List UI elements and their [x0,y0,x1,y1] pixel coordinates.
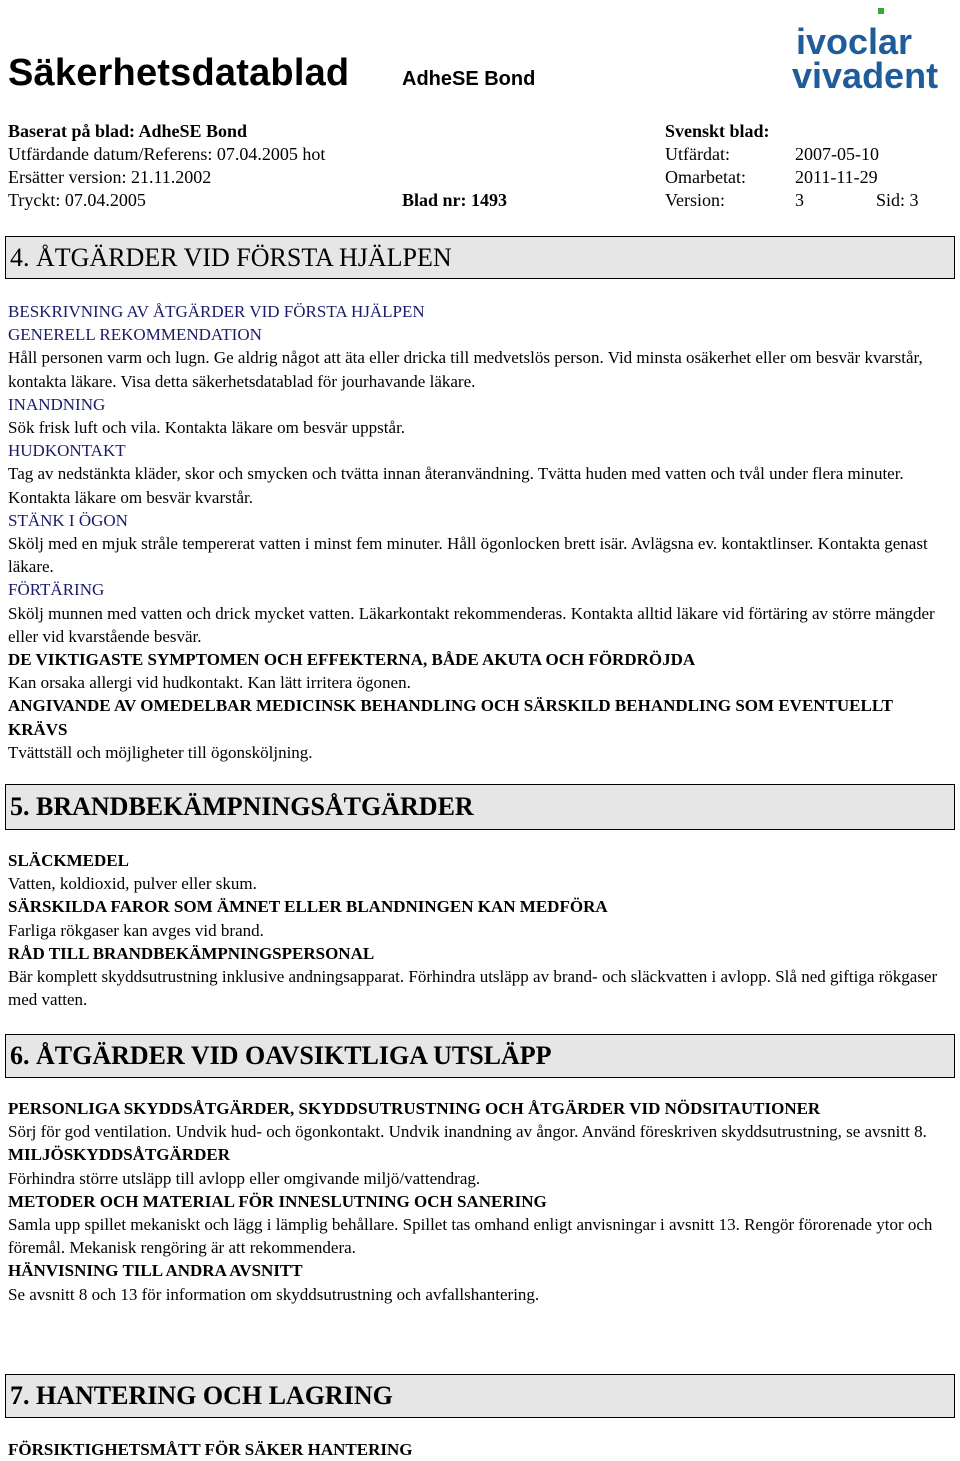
issued-reference: Utfärdande datum/Referens: 07.04.2005 hot [8,144,326,164]
company-logo [792,6,954,96]
section-6-body [8,1097,952,1306]
section-4-text-general: Håll personen varm och lugn. Ge aldrig något att äta eller dricka till medvetslös person. Vid minsta osäkerhet eller om besvär kvarstår, kontakta läkare. Visa detta säkerhetsdatablad för jourhavande läkare. [8,348,923,391]
section-5-body [8,849,952,1011]
section-6-text-containment: Samla upp spillet mekaniskt och lägg i lämplig behållare. Spillet tas omhand enligt anvisningar i avsnitt 13. Rengör förorenade ytor och föremål. Mekanisk rengöring är att rekommendera. [8,1215,933,1258]
sheet-number: Blad nr: 1493 [402,190,508,210]
logo-dot [878,8,884,14]
version-label: Version: [665,190,725,210]
section-6-subheading-personal: PERSONLIGA SKYDDSÅTGÄRDER, SKYDDSUTRUSTNING OCH ÅTGÄRDER VID NÖDSITAUTIONER [8,1099,821,1118]
section-4-text-treatment: Tvättställ och möjligheter till ögonsköljning. [8,742,313,762]
section-4-subheading-ingestion: FÖRTÄRING [8,580,105,600]
section-6-subheading-environment: MILJÖSKYDDSÅTGÄRDER [8,1145,230,1165]
section-6-text-environment: Förhindra större utsläpp till avlopp eller omgivande miljö/vattendrag. [8,1168,481,1188]
section-4-text-skin: Tag av nedstänkta kläder, skor och smycken och tvätta innan återanvändning. Tvätta huden med vatten och tvål under flera minuter. Kontakta läkare om besvär kvarstår. [8,464,904,507]
issued-label: Utfärdat: [665,144,730,164]
version-value: 3 [795,190,804,210]
section-5-subheading-firefighters: RÅD TILL BRANDBEKÄMPNINGSPERSONAL [8,943,375,963]
based-on: Baserat på blad: AdheSE Bond [8,121,248,141]
section-4-text-inhalation: Sök frisk luft och vila. Kontakta läkare om besvär uppstår. [8,418,406,438]
section-4-text-ingestion: Skölj munnen med vatten och drick mycket vatten. Läkarkontakt rekommenderas. Kontakta alltid läkare vid förtäring av större mängder eller vid kvarstående besvär. [8,603,935,646]
section-4-subheading-skin: HUDKONTAKT [8,441,126,461]
logo-text-bottom: vivadent [792,55,939,96]
logo-text-top: ivoclar [796,21,913,62]
section-6-subheading-containment: METODER OCH MATERIAL FÖR INNESLUTNING OCH SANERING [8,1191,547,1211]
section-4-subheading-general: GENERELL REKOMMENDATION [8,325,262,345]
document-title: Säkerhetsdatablad [8,52,350,94]
section-6-subheading-references: HÄNVISNING TILL ANDRA AVSNITT [8,1261,303,1281]
section-4-body [8,300,952,764]
section-5-text-extinguishing: Vatten, koldioxid, pulver eller skum. [8,874,257,894]
printed-date: Tryckt: 07.04.2005 [8,190,146,210]
section-4-subheading-symptoms: DE VIKTIGASTE SYMPTOMEN OCH EFFEKTERNA, BÅDE AKUTA OCH FÖRDRÖJDA [8,650,696,670]
section-6-text-personal: Sörj för god ventilation. Undvik hud- och ögonkontakt. Undvik inandning av ångor. Använd föreskriven skyddsutrustning, se avsnitt 8. [8,1122,927,1142]
replaces-version: Ersätter version: 21.11.2002 [8,167,212,187]
section-5-heading: 5. BRANDBEKÄMPNINGSÅTGÄRDER [5,784,955,830]
section-5-subheading-extinguishing: SLÄCKMEDEL [8,851,129,870]
section-6-text-references: Se avsnitt 8 och 13 för information om skyddsutrustning och avfallshantering. [8,1284,540,1304]
swedish-sheet-label: Svenskt blad: [665,121,770,141]
section-5-subheading-hazards: SÄRSKILDA FAROR SOM ÄMNET ELLER BLANDNINGEN KAN MEDFÖRA [8,897,608,917]
page-number: Sid: 3 [876,190,919,210]
section-5-text-firefighters: Bär komplett skyddsutrustning inklusive andningsapparat. Förhindra utsläpp av brand- och släckvatten i avlopp. Slå ned giftiga rökgaser med vatten. [8,967,938,1010]
issued-value: 2007-05-10 [795,144,879,164]
section-6-heading: 6. ÅTGÄRDER VID OAVSIKTLIGA UTSLÄPP [5,1034,955,1078]
section-7-heading: 7. HANTERING OCH LAGRING [5,1374,955,1418]
section-7-subheading-handling: FÖRSIKTIGHETSMÅTT FÖR SÄKER HANTERING [8,1440,413,1459]
section-4-subheading-eyes: STÄNK I ÖGON [8,510,128,530]
section-4-subheading-treatment: ANGIVANDE AV OMEDELBAR MEDICINSK BEHANDLING OCH SÄRSKILD BEHANDLING SOM EVENTUELLT KRÄVS [8,696,893,739]
revised-label: Omarbetat: [665,167,746,187]
section-4-text-symptoms: Kan orsaka allergi vid hudkontakt. Kan lätt irritera ögonen. [8,673,411,693]
section-7-body [8,1438,952,1461]
section-5-text-hazards: Farliga rökgaser kan avges vid brand. [8,920,264,940]
section-4-text-eyes: Skölj med en mjuk stråle tempererat vatten i minst fem minuter. Håll ögonlocken brett isär. Avlägsna ev. kontaktlinser. Kontakta genast läkare. [8,534,928,577]
product-name: AdheSE Bond [402,68,536,90]
revised-value: 2011-11-29 [795,167,878,187]
section-4-heading: 4. ÅTGÄRDER VID FÖRSTA HJÄLPEN [5,236,955,279]
section-4-subheading-description: BESKRIVNING AV ÅTGÄRDER VID FÖRSTA HJÄLPEN [8,302,425,321]
section-4-subheading-inhalation: INANDNING [8,394,106,414]
